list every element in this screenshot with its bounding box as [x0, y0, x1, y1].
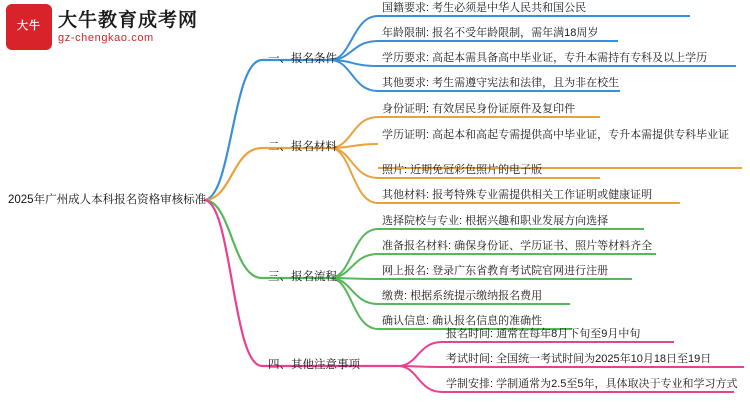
leaf-1-1: 国籍要求: 考生必须是中华人民共和国公民 — [382, 2, 587, 14]
site-logo — [6, 4, 198, 50]
leaf-2-1: 身份证明: 有效居民身份证原件及复印件 — [382, 103, 576, 115]
leaf-4-2: 考试时间: 全国统一考试时间为2025年10月18日至19日 — [446, 353, 712, 365]
mindmap-root: 2025年广州成人本科报名资格审核标准 — [8, 194, 207, 206]
logo-subtitle: gz-chengkao.com — [58, 32, 154, 45]
leaf-2-2: 学历证明: 高起本和高起专需提供高中毕业证，专升本需提供专科毕业证 — [382, 129, 730, 141]
leaf-2-4: 其他材料: 报考特殊专业需提供相关工作证明或健康证明 — [382, 189, 653, 201]
leaf-1-3: 学历要求: 高起本需具备高中毕业证，专升本需持有专科及以上学历 — [382, 52, 708, 64]
leaf-3-1: 选择院校与专业: 根据兴趣和职业发展方向选择 — [382, 215, 609, 227]
branch-label-2: 二、报名材料 — [268, 141, 337, 153]
branch-label-1: 一、报名条件 — [268, 53, 337, 65]
branch-label-3: 三、报名流程 — [268, 271, 337, 283]
leaf-1-4: 其他要求: 考生需遵守宪法和法律，且为非在校生 — [382, 77, 620, 89]
leaf-3-5: 确认信息: 确认报名信息的准确性 — [382, 315, 543, 327]
leaf-3-4: 缴费: 根据系统提示缴纳报名费用 — [382, 290, 543, 302]
leaf-4-3: 学制安排: 学制通常为2.5至5年，具体取决于专业和学习方式 — [446, 378, 738, 390]
leaf-1-2: 年龄限制: 报名不受年龄限制，需年满18周岁 — [382, 27, 599, 39]
leaf-3-2: 准备报名材料: 确保身份证、学历证书、照片等材料齐全 — [382, 240, 653, 252]
leaf-3-3: 网上报名: 登录广东省教育考试院官网进行注册 — [382, 265, 609, 277]
logo-title: 大牛教育成考网 — [58, 9, 199, 31]
leaf-2-3: 照片: 近期免冠彩色照片的电子版 — [382, 164, 543, 176]
logo-mark-icon: 大牛 — [6, 4, 52, 50]
leaf-4-1: 报名时间: 通常在每年8月下旬至9月中旬 — [446, 328, 641, 340]
branch-label-4: 四、其他注意事项 — [268, 359, 360, 371]
logo-text — [58, 10, 198, 45]
